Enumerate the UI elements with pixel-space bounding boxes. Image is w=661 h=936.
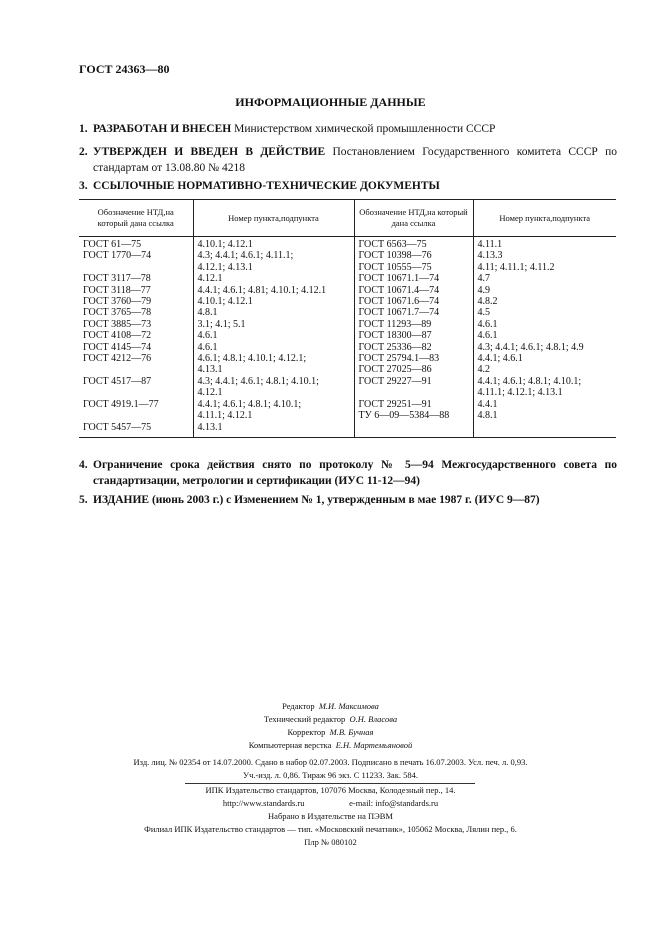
section-2: [79, 144, 617, 176]
list-item: ГОСТ 10671.6—74: [358, 296, 440, 308]
list-item: 4.8.2: [477, 296, 498, 308]
list-item: ГОСТ 4919.1—77: [83, 398, 159, 410]
list-item: ГОСТ 18300—87: [358, 330, 432, 342]
left-docs-cell: [79, 237, 193, 438]
section-heading: Ограничение срока действия снято по протоколу № 5—94 Межгосударственного совета по стандартизации, метрологии и сертификации (ИУС 11-12—94): [93, 459, 617, 487]
list-item: ГОСТ 4517—87: [83, 375, 152, 387]
list-item: 4.6.1: [477, 318, 498, 330]
list-item: 4.5: [477, 307, 490, 319]
credit-name: М.В. Бучная: [329, 727, 374, 737]
right-clauses-cell: [473, 237, 616, 438]
list-item: ГОСТ 3117—78: [83, 273, 151, 285]
list-item: 4.4.1: [477, 398, 498, 410]
credit-line: [0, 700, 661, 713]
column-header: Номер пункта,подпункта: [193, 200, 354, 237]
section-heading: УТВЕРЖДЕН И ВВЕДЕН В ДЕЙСТВИЕ: [93, 146, 326, 158]
section-number: 5.: [79, 494, 88, 506]
list-item: ГОСТ 3885—73: [83, 318, 152, 330]
list-item: 4.11.1: [477, 239, 503, 250]
table-header-row: [79, 200, 616, 237]
list-item: ГОСТ 3765—78: [83, 307, 152, 319]
credit-line: [0, 739, 661, 752]
list-item: 4.4.1; 4.6.1; 4.8.1; 4.10.1;: [197, 398, 302, 410]
list-item: ГОСТ 11293—89: [358, 318, 432, 330]
list-item: 4.13.3: [477, 250, 503, 262]
imprint-line: Уч.-изд. л. 0,86. Тираж 96 экз. С 11233. Зак. 584.: [243, 770, 418, 780]
list-item: ГОСТ 6563—75: [358, 239, 427, 250]
list-item: 4.13.1: [197, 421, 223, 433]
list-item: ТУ 6—09—5384—88: [358, 410, 450, 422]
list-item: 4.8.1: [477, 410, 498, 422]
list-item: 4.3; 4.4.1; 4.6.1; 4.8.1; 4.10.1;: [197, 375, 319, 387]
credit-name: Е.Н. Мартемьяновой: [335, 740, 413, 750]
list-item: [83, 364, 189, 375]
list-item: ГОСТ 10555—75: [358, 261, 432, 273]
publisher-line: Филиал ИПК Издательство стандартов — тип. «Московский печатник», 105062 Москва, Лялин пер., 6.: [144, 824, 517, 834]
list-item: 4.11.1; 4.12.1: [197, 410, 253, 422]
list-item: ГОСТ 29251—91: [358, 398, 432, 410]
section-number: 3.: [79, 180, 88, 192]
list-item: 4.3; 4.4.1; 4.6.1; 4.8.1; 4.9: [477, 341, 584, 353]
list-item: 4.4.1; 4.6.1: [477, 353, 523, 365]
list-item: ГОСТ 25794.1—83: [358, 353, 440, 365]
section-heading: ССЫЛОЧНЫЕ НОРМАТИВНО-ТЕХНИЧЕСКИЕ ДОКУМЕНТЫ: [93, 180, 440, 192]
list-item: 4.13.1: [197, 364, 223, 376]
list-item: ГОСТ 1770—74: [83, 250, 152, 262]
credit-role: Корректор: [287, 727, 326, 737]
section-text: Министерством химической промышленности СССР: [231, 123, 496, 135]
list-item: 4.12.1; 4.13.1: [197, 261, 253, 273]
list-item: 4.4.1; 4.6.1; 4.8.1; 4.10.1;: [477, 375, 582, 387]
list-item: 4.10.1; 4.12.1: [197, 239, 253, 250]
list-item: ГОСТ 10671.7—74: [358, 307, 440, 319]
publisher-line: Набрано в Издательстве на ПЭВМ: [268, 811, 393, 821]
credit-role: Компьютерная верстка: [248, 740, 332, 750]
list-item: 4.12.1: [197, 273, 223, 285]
editorial-credits: [0, 700, 661, 752]
section-5: [79, 492, 617, 508]
publisher-line: Плр № 080102: [304, 837, 357, 847]
credit-name: М.И. Максимова: [318, 701, 379, 711]
left-clauses-cell: [193, 237, 354, 438]
list-item: 4.6.1: [197, 330, 218, 342]
section-1: [79, 121, 617, 137]
list-item: 4.10.1; 4.12.1: [197, 296, 253, 308]
section-3: [79, 178, 617, 194]
list-item: ГОСТ 4145—74: [83, 341, 152, 353]
column-header: Обозначение НТД,на который дана ссылка: [354, 200, 473, 237]
list-item: ГОСТ 4212—76: [83, 353, 152, 365]
credit-role: Технический редактор: [263, 714, 346, 724]
section-4: [79, 457, 617, 489]
right-docs-cell: [354, 237, 473, 438]
list-item: 4.11.1; 4.12.1; 4.13.1: [477, 387, 563, 399]
section-heading: ИЗДАНИЕ (июнь 2003 г.) с Изменением № 1, утвержденным в мае 1987 г. (ИУС 9—87): [93, 494, 540, 506]
list-item: ГОСТ 4108—72: [83, 330, 152, 342]
print-imprint: [0, 756, 661, 782]
list-item: [359, 387, 469, 398]
list-item: ГОСТ 25336—82: [358, 341, 432, 353]
list-item: 4.2: [477, 364, 490, 376]
list-item: 4.6.1; 4.8.1; 4.10.1; 4.12.1;: [197, 353, 307, 365]
list-item: ГОСТ 27025—86: [358, 364, 432, 376]
list-item: ГОСТ 10671.1—74: [358, 273, 440, 285]
list-item: [83, 410, 189, 421]
list-item: ГОСТ 5457—75: [83, 421, 152, 433]
publisher-line: http://www.standards.ru e-mail: info@standards.ru: [222, 798, 439, 808]
list-item: 4.11; 4.11.1; 4.11.2: [477, 261, 555, 273]
reference-documents-table: [79, 199, 616, 438]
column-header: Номер пункта,подпункта: [473, 200, 616, 237]
list-item: ГОСТ 29227—91: [358, 375, 432, 387]
list-item: ГОСТ 3118—77: [83, 284, 151, 296]
list-item: 4.6.1: [477, 330, 498, 342]
list-item: 4.9: [477, 284, 490, 296]
credit-role: Редактор: [282, 701, 315, 711]
credit-line: [0, 726, 661, 739]
list-item: ГОСТ 10671.4—74: [358, 284, 440, 296]
list-item: 4.7: [477, 273, 490, 285]
list-item: 4.8.1: [197, 307, 218, 319]
list-item: ГОСТ 61—75: [83, 239, 142, 250]
page-title: ИНФОРМАЦИОННЫЕ ДАННЫЕ: [235, 95, 426, 109]
table-body-row: [79, 237, 616, 438]
section-text: Постановлением Государственного комитета СССР по стандартам от 13.08.80 № 4218: [93, 146, 617, 174]
credit-line: [0, 713, 661, 726]
section-number: 4.: [79, 459, 88, 471]
list-item: 4.6.1: [197, 341, 218, 353]
list-item: 4.4.1; 4.6.1; 4.81; 4.10.1; 4.12.1: [197, 284, 327, 296]
list-item: ГОСТ 10398—76: [358, 250, 432, 262]
list-item: 4.3; 4.4.1; 4.6.1; 4.11.1;: [197, 250, 294, 262]
document-code-header: ГОСТ 24363—80: [79, 62, 170, 76]
publisher-line: ИПК Издательство стандартов, 107076 Москва, Колодезный пер., 14.: [205, 785, 456, 795]
credit-name: О.Н. Власова: [349, 714, 398, 724]
imprint-line: Изд. лиц. № 02354 от 14.07.2000. Сдано в набор 02.07.2003. Подписано в печать 16.07.2003. Усл. печ. л. 0,93.: [133, 757, 528, 767]
list-item: 4.12.1: [197, 387, 223, 399]
list-item: ГОСТ 3760—79: [83, 296, 152, 308]
column-header: Обозначение НТД,на который дана ссылка: [79, 200, 193, 237]
list-item: [83, 387, 189, 398]
section-number: 2.: [79, 146, 88, 158]
publisher-info: [0, 784, 661, 849]
section-number: 1.: [79, 123, 88, 135]
list-item: 3.1; 4.1; 5.1: [197, 318, 246, 330]
list-item: [83, 262, 189, 273]
section-heading: РАЗРАБОТАН И ВНЕСЕН: [93, 123, 232, 135]
